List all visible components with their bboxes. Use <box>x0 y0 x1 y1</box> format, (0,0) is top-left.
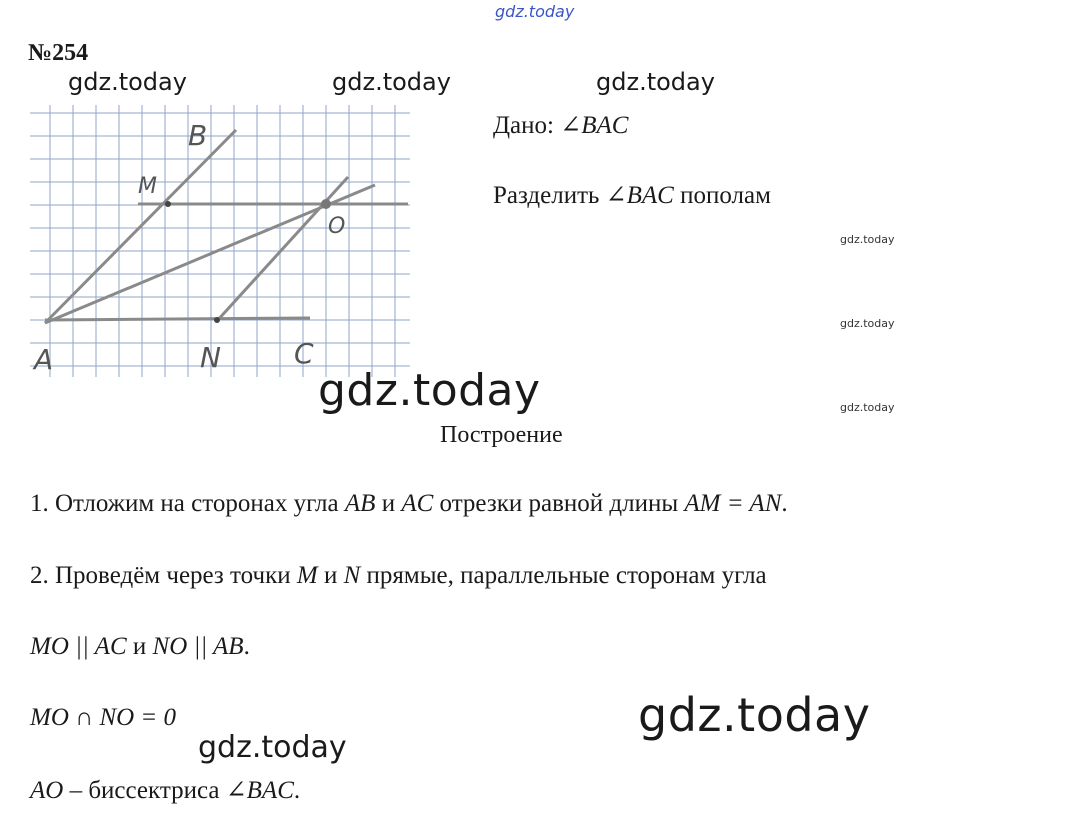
watermark-large: gdz.today <box>318 365 541 416</box>
label-o: O <box>328 214 346 239</box>
label-m: M <box>138 174 157 199</box>
intersection-line <box>30 704 176 732</box>
given-angle: BAC <box>581 112 629 139</box>
watermark: gdz.today <box>332 68 451 96</box>
goal-label: Разделить <box>493 182 606 209</box>
label-c: C <box>294 337 314 370</box>
step-var: AM = AN <box>684 490 782 517</box>
step-text: 1. Отложим на сторонах угла <box>30 490 345 517</box>
point-m <box>165 201 171 207</box>
watermark: gdz.today <box>840 317 895 330</box>
conclusion-line <box>30 775 300 805</box>
watermark: gdz.today <box>840 401 895 414</box>
math-text: – биссектриса <box>63 777 226 804</box>
step-text: и <box>375 490 402 517</box>
watermark-top: gdz.today <box>495 2 575 21</box>
math-expr: BAC <box>246 777 294 804</box>
parallel-line <box>30 633 250 661</box>
math-expr: MO <box>30 704 69 731</box>
math-text: и <box>126 633 153 660</box>
step-var: M <box>296 562 318 589</box>
given-line <box>493 110 628 140</box>
step-var: AC <box>401 490 434 517</box>
goal-line <box>493 180 771 210</box>
construction-heading: Построение <box>440 422 563 448</box>
math-expr: NO = 0 <box>99 704 177 731</box>
angle-icon: ∠ <box>560 112 582 139</box>
task-number: №254 <box>28 40 89 66</box>
figure-svg <box>30 105 410 377</box>
label-b: B <box>188 119 208 152</box>
step-text: прямые, параллельные сторонам угла <box>360 562 767 589</box>
label-n: N <box>200 341 221 374</box>
math-text: . <box>243 633 250 660</box>
watermark-large: gdz.today <box>638 688 871 742</box>
watermark: gdz.today <box>596 68 715 96</box>
construction-figure <box>30 105 410 377</box>
step-1 <box>30 490 788 518</box>
math-text: . <box>293 777 301 804</box>
math-expr: AO <box>30 777 64 804</box>
point-o <box>321 199 331 209</box>
math-expr: MO || AC <box>30 633 127 660</box>
intersection-icon: ∩ <box>68 704 100 731</box>
watermark: gdz.today <box>198 730 347 765</box>
goal-suffix: пополам <box>673 182 771 209</box>
step-text: отрезки равной длины <box>433 490 685 517</box>
step-text: и <box>317 562 344 589</box>
point-n <box>214 317 220 323</box>
angle-icon: ∠ <box>225 777 247 804</box>
ray-ac <box>45 318 310 320</box>
label-a: A <box>34 343 54 376</box>
math-expr: NO || AB <box>152 633 244 660</box>
step-var: AB <box>344 490 376 517</box>
watermark: gdz.today <box>68 68 187 96</box>
step-var: N <box>343 562 361 589</box>
given-label: Дано: <box>493 112 561 139</box>
step-text: . <box>781 490 788 517</box>
watermark: gdz.today <box>840 233 895 246</box>
step-text: 2. Проведём через точки <box>30 562 297 589</box>
step-2 <box>30 562 767 590</box>
goal-angle: BAC <box>626 182 674 209</box>
angle-icon: ∠ <box>605 182 627 209</box>
